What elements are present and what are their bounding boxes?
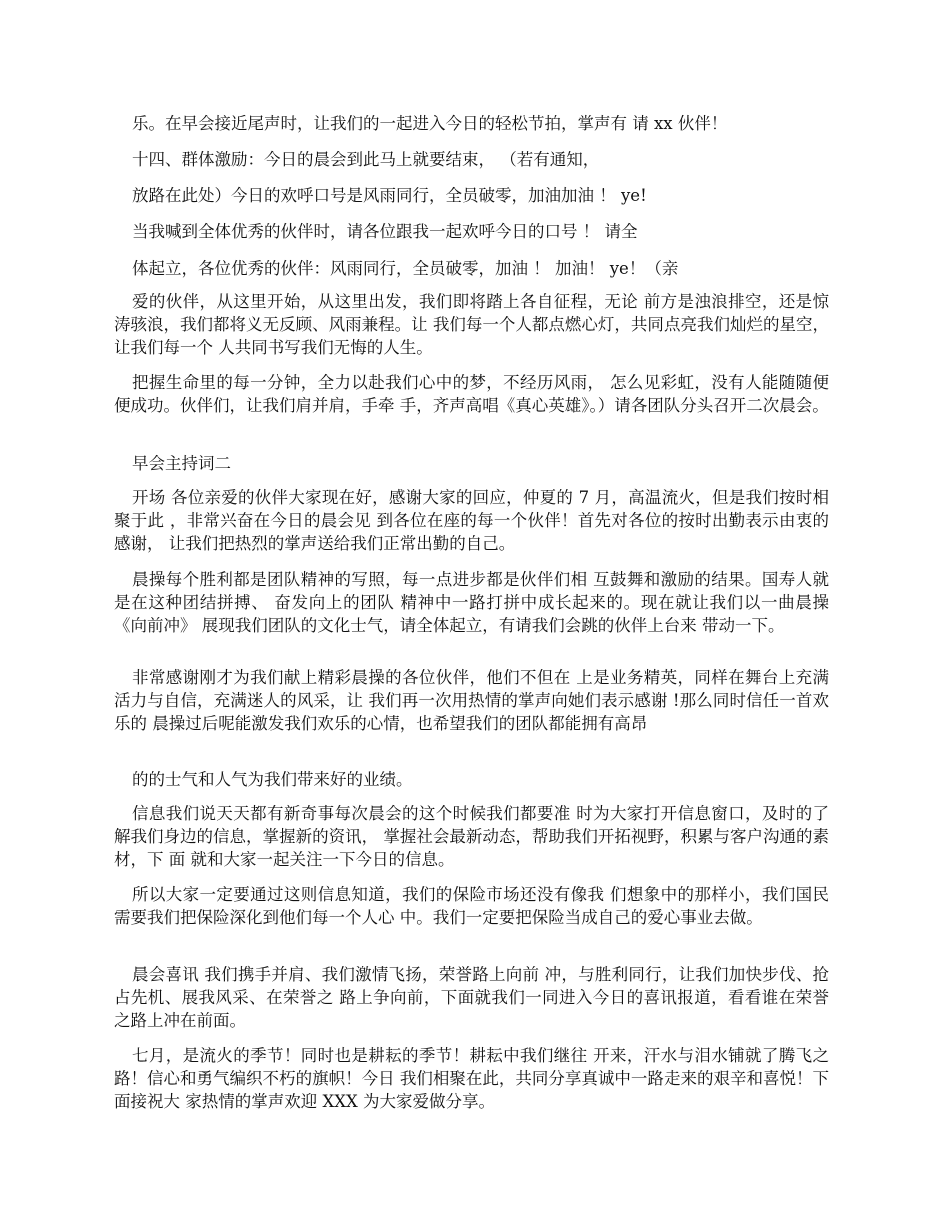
- paragraph: 乐。在早会接近尾声时，让我们的一起进入今日的轻松节拍，掌声有 请 xx 伙伴！: [132, 114, 728, 133]
- paragraph: 晨会喜讯 我们携手并肩、我们激情飞扬，荣誉路上向前 冲，与胜利同行，让我们加快步伐、抢占先机、展我风采、在荣誉之 路上争向前，下面就我们一同进入今日的喜讯报道，看看谁在荣誉 之路上冲在前面。: [114, 965, 829, 1030]
- paragraph: 所以大家一定要通过这则信息知道，我们的保险市场还没有像我 们想象中的那样小，我们国民需要我们把保险深化到他们每一个人心 中。我们一定要把保险当成自己的爱心事业去做。: [114, 885, 829, 927]
- paragraph: 七月，是流火的季节！同时也是耕耘的季节！耕耘中我们继往 开来，汗水与泪水铺就了腾飞之路！信心和勇气编织不朽的旗帜！今日 我们相聚在此，共同分享真诚中一路走来的艰辛和喜悦！下面接祝大 家热情的掌声欢迎 XXX 为大家爱做分享。: [114, 1046, 829, 1111]
- paragraph: 放路在此处）今日的欢呼口号是风雨同行，全员破零，加油加油 ！ ye!: [132, 186, 647, 205]
- paragraph: 十四、群体激励：今日的晨会到此马上就要结束， （若有通知，: [132, 150, 600, 169]
- section-heading: 早会主持词二: [132, 454, 231, 473]
- paragraph: 当我喊到全体优秀的伙伴时，请各位跟我一起欢呼今日的口号 ！ 请全: [132, 222, 638, 241]
- paragraph: 信息我们说天天都有新奇事每次晨会的这个时候我们都要准 时为大家打开信息窗口，及时的了解我们身边的信息，掌握新的资讯， 掌握社会最新动态，帮助我们开拓视野，积累与客户沟通的素材，下 面 就和大家一起关注一下今日的信息。: [114, 804, 829, 869]
- paragraph: 开场 各位亲爱的伙伴大家现在好，感谢大家的回应，仲夏的 7 月，高温流火，但是我们按时相聚于此 ，非常兴奋在今日的晨会见 到各位在座的每一个伙伴！首先对各位的按时出勤表示由衷的感谢， 让我们把热烈的掌声送给我们正常出勤的自己。: [114, 488, 829, 553]
- paragraph: 晨操每个胜利都是团队精神的写照，每一点进步都是伙伴们相 互鼓舞和激励的结果。国寿人就是在这种团结拼搏、 奋发向上的团队 精神中一路打拼中成长起来的。现在就让我们以一曲晨操 《向前冲》 展现我们团队的文化士气，请全体起立，有请我们会跳的伙伴上台来 带动一下。: [114, 570, 829, 635]
- paragraph: 把握生命里的每一分钟，全力以赴我们心中的梦，不经历风雨， 怎么见彩虹，没有人能随随便便成功。伙伴们，让我们肩并肩，手牵 手，齐声高唱《真心英雄》。）请各团队分头召开二次晨会。: [114, 373, 829, 415]
- paragraph: 非常感谢刚才为我们献上精彩晨操的各位伙伴，他们不但在 上是业务精英，同样在舞台上充满活力与自信，充满迷人的风采，让 我们再一次用热情的掌声向她们表示感谢 !那么同时信任一首欢乐的 晨操过后呢能激发我们欢乐的心情，也希望我们的团队都能拥有高昂: [114, 668, 829, 733]
- paragraph: 爱的伙伴，从这里开始，从这里出发，我们即将踏上各自征程，无论 前方是浊浪排空，还是惊涛骇浪，我们都将义无反顾、风雨兼程。让 我们每一个人都点燃心灯，共同点亮我们灿烂的星空，让我们每一个 人共同书写我们无悔的人生。: [114, 292, 829, 357]
- paragraph: 体起立，各位优秀的伙伴：风雨同行，全员破零，加油 ！ 加油！ ye！（亲: [132, 259, 679, 278]
- paragraph: 的的士气和人气为我们带来好的业绩。: [132, 770, 413, 789]
